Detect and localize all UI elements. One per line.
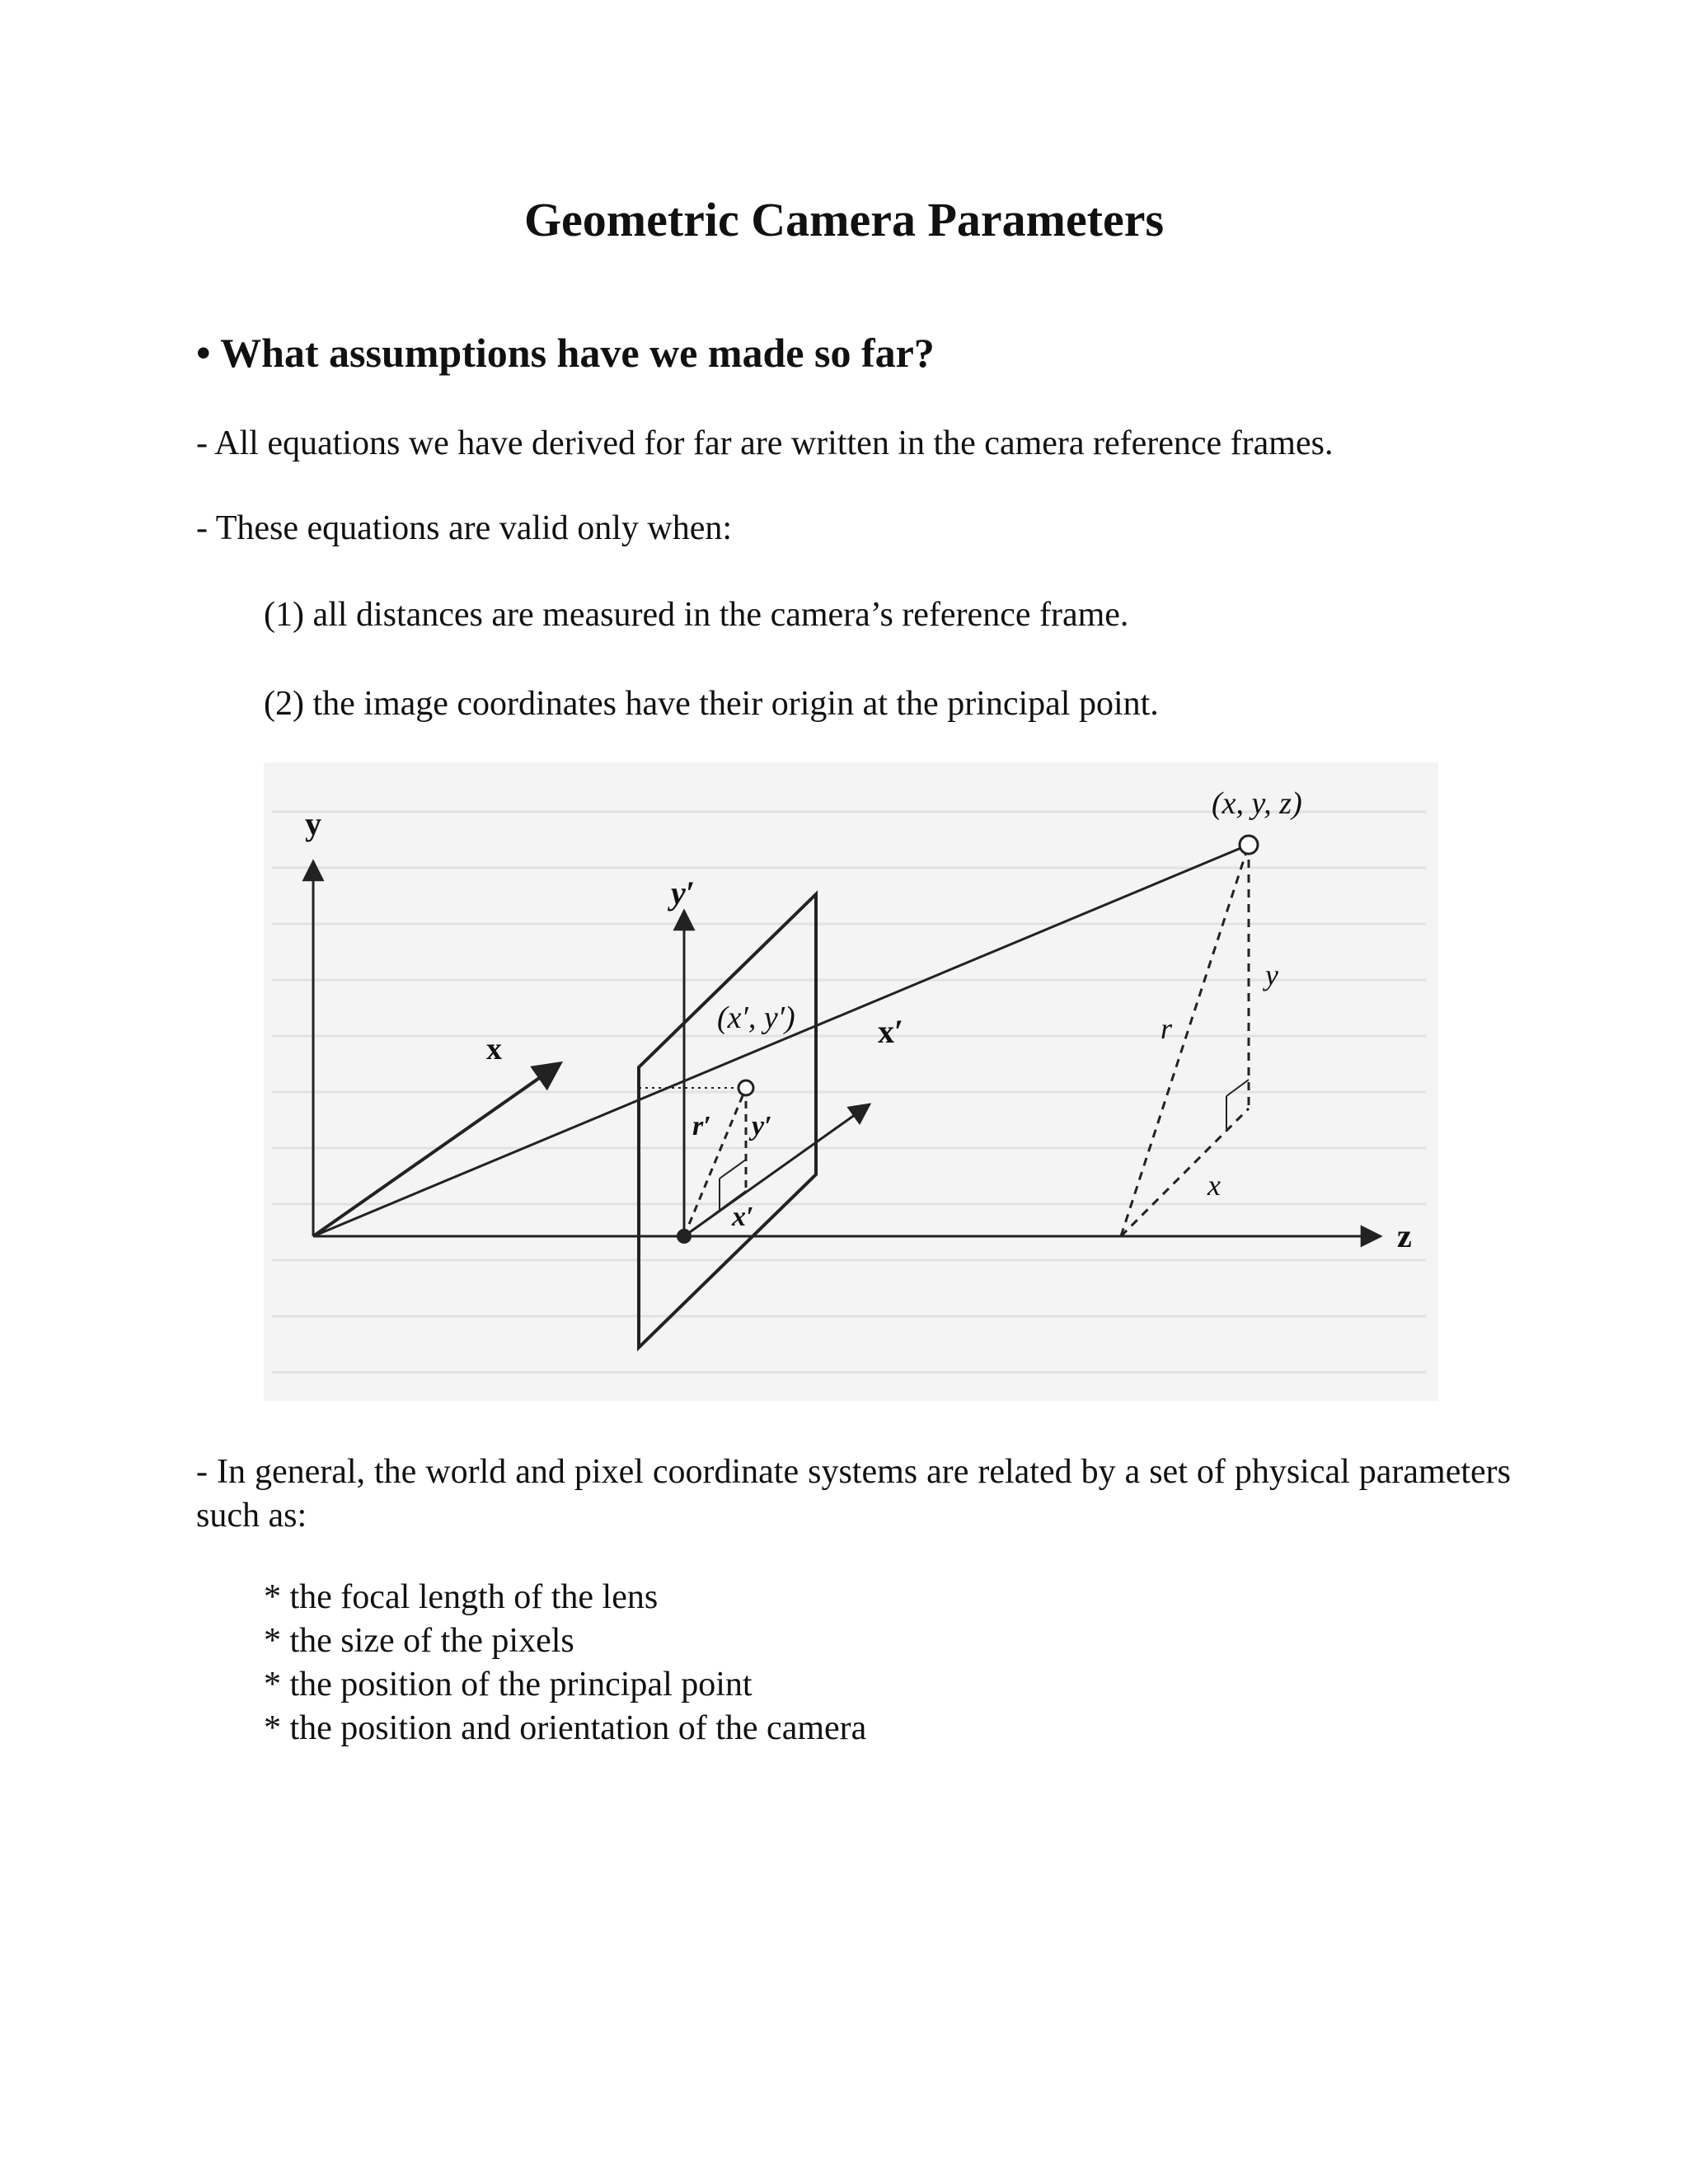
label-world-x-comp: x	[1207, 1169, 1221, 1202]
figure-background	[264, 762, 1438, 1401]
label-image-r: r′	[692, 1111, 711, 1141]
label-world-x: x	[486, 1032, 502, 1066]
camera-geometry-diagram	[264, 762, 1438, 1401]
principal-point	[677, 1229, 692, 1244]
projected-point	[738, 1080, 753, 1095]
label-projected-point: (x′, y′)	[717, 1001, 795, 1035]
condition-2: (2) the image coordinates have their origin at the principal point.	[264, 685, 1159, 723]
label-world-point: (x, y, z)	[1212, 786, 1302, 821]
list-item: * the position and orientation of the camera	[264, 1709, 867, 1747]
paragraph-valid-when: - These equations are valid only when:	[196, 509, 733, 547]
label-image-y-comp: y′	[752, 1111, 772, 1141]
label-world-y: y	[305, 805, 321, 842]
condition-1: (1) all distances are measured in the camera’s reference frame.	[264, 596, 1129, 634]
label-image-y: y′	[671, 874, 696, 912]
label-world-z: z	[1397, 1217, 1412, 1254]
paragraph-physical-parameters: - In general, the world and pixel coordinate systems are related by a set of physical parameters such as:	[196, 1453, 1511, 1535]
paragraph-equations-frames: - All equations we have derived for far are written in the camera reference frames.	[196, 424, 1334, 462]
list-item: * the position of the principal point	[264, 1666, 753, 1704]
label-image-x-comp: x′	[732, 1202, 754, 1232]
label-image-x: x′	[878, 1013, 904, 1050]
camera-geometry-figure	[264, 762, 1438, 1401]
list-item: * the focal length of the lens	[264, 1578, 659, 1616]
label-world-y-comp: y	[1265, 958, 1278, 991]
label-world-r: r	[1160, 1012, 1173, 1045]
world-point	[1240, 836, 1258, 854]
list-item: * the size of the pixels	[264, 1622, 574, 1660]
page-title: Geometric Camera Parameters	[523, 193, 1165, 246]
section-heading: • What assumptions have we made so far?	[196, 330, 935, 376]
parameter-list	[264, 1576, 866, 1750]
